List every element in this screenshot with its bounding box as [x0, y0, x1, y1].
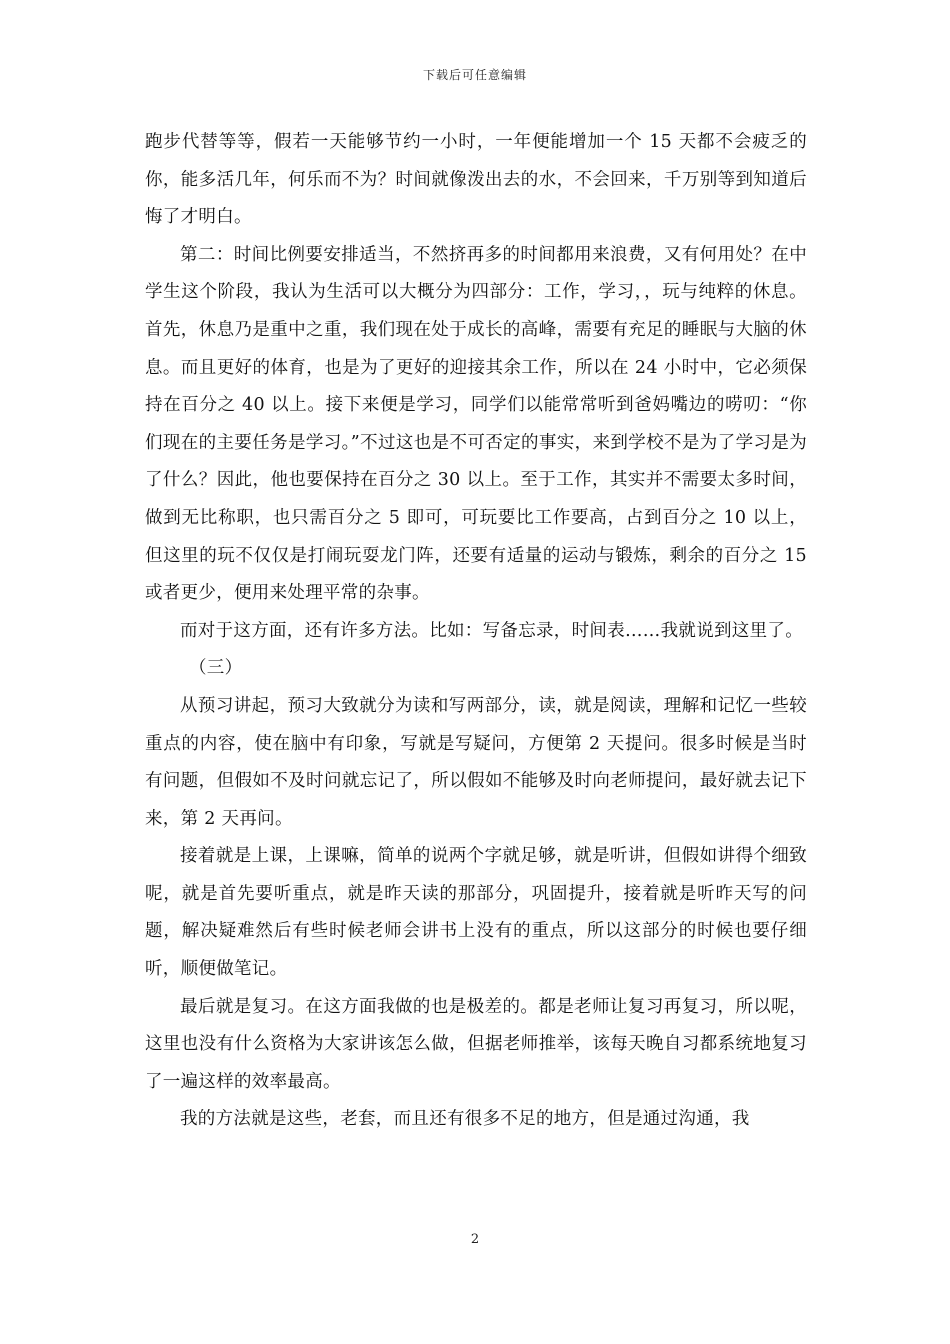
paragraph-review: 最后就是复习。在这方面我做的也是极差的。都是老师让复习再复习，所以呢，这里也没有什么资格为大家讲该怎么做，但据老师推举，该每天晚自习都系统地复习了一遍这样的效率最高。 — [145, 996, 807, 1092]
page-header: 下载后可任意编辑 — [422, 68, 527, 82]
paragraph-methods: 而对于这方面，还有许多方法。比如：写备忘录，时间表……我就说到这里了。 — [180, 620, 803, 641]
paragraph-conclusion: 我的方法就是这些，老套，而且还有很多不足的地方，但是通过沟通，我 — [180, 1109, 750, 1130]
paragraph-time-ratio: 第二：时间比例要安排适当，不然挤再多的时间都用来浪费，又有何用处？在中学生这个阶段，我认为生活可以大概分为四部分：工作，学习，，玩与纯粹的休息。首先，休息乃是重中之重，我们现在处于成长的高峰，需要有充足的睡眠与大脑的休息。而且更好的体育，也是为了更好的迎接其余工作，所以在 24 小时中，它必须保持在百分之 40 以上。接下来便是学习，同学们以能常常听到爸妈嘴边的唠叨：“你们现在的主要任务是学习。”不过这也是不可否定的事实，来到学校不是为了学习是为了什么？因此，他也要保持在百分之 30 以上。至于工作，其实并不需要太多时间，做到无比称职，也只需百分之 5 即可，可玩要比工作要高，占到百分之 10 以上，但这里的玩不仅仅是打闹玩耍龙门阵，还要有适量的运动与锻炼，剩余的百分之 15 或者更少，便用来处理平常的杂事。 — [145, 244, 807, 604]
page-number: 2 — [470, 1232, 480, 1247]
paragraph-class: 接着就是上课，上课嘛，简单的说两个字就足够，就是听讲，但假如讲得个细致呢，就是首先要听重点，就是昨天读的那部分，巩固提升，接着就是听昨天写的问题，解决疑难然后有些时候老师会讲书上没有的重点，所以这部分的时候也要仔细听，顺便做笔记。 — [145, 846, 807, 980]
section-heading-three: （三） — [189, 658, 243, 679]
document-body — [145, 124, 807, 1139]
paragraph-preview: 从预习讲起，预习大致就分为读和写两部分，读，就是阅读，理解和记忆一些较重点的内容，使在脑中有印象，写就是写疑问，方便第 2 天提问。很多时候是当时有问题，但假如不及时问就忘记了，所以假如不能够及时向老师提问，最好就去记下来，第 2 天再问。 — [145, 695, 807, 829]
paragraph-continuation: 跑步代替等等，假若一天能够节约一小时，一年便能增加一个 15 天都不会疲乏的你，能多活几年，何乐而不为？时间就像泼出去的水，不会回来，千万别等到知道后悔了才明白。 — [145, 132, 807, 228]
